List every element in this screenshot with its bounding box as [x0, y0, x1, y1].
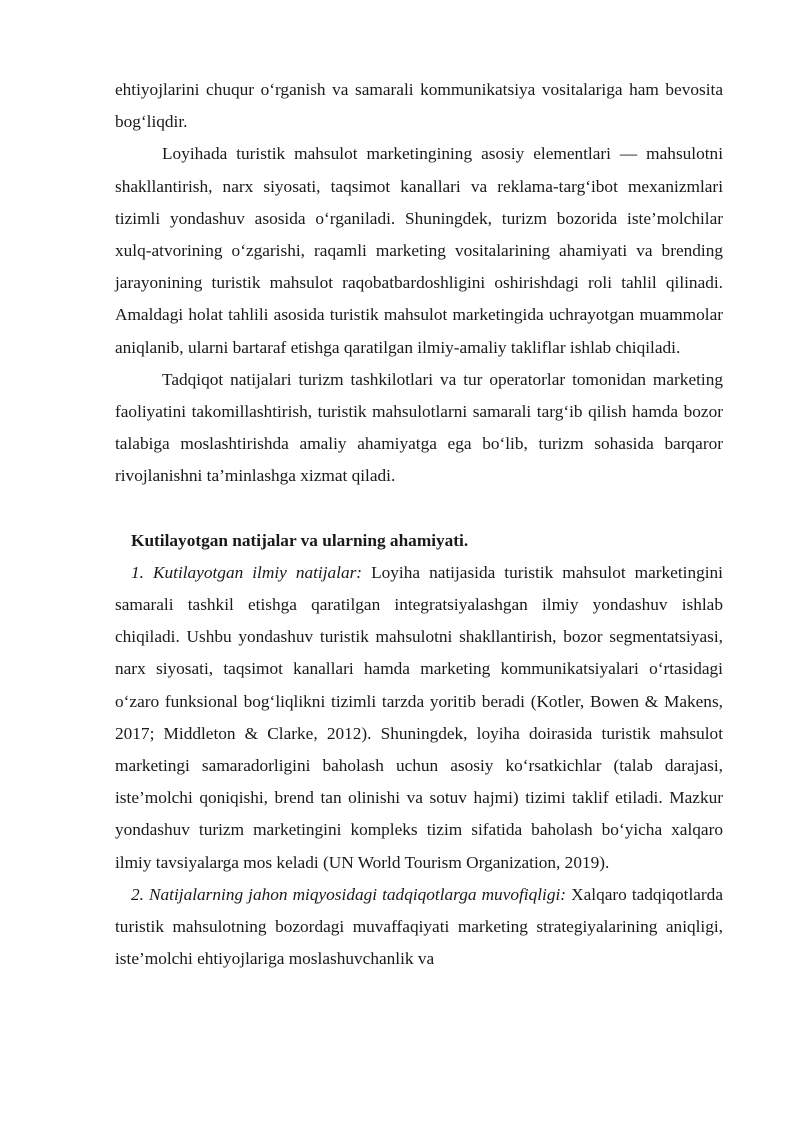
document-page	[115, 74, 723, 975]
list-item-lead: 2. Natijalarning jahon miqyosidagi tadqiqotlarga muvofiqligi:	[131, 884, 567, 904]
list-item-text: Loyiha natijasida turistik mahsulot marketingini samarali tashkil etishga qaratilgan integratsiyalashgan ilmiy yondashuv ishlab chiqiladi. Ushbu yondashuv turistik mahsulotni shakllantirish, bozor segmentatsiyasi, narx siyosati, taqsimot kanallari hamda marketing kommunikatsiyalari o‘rtasidagi o‘zaro funksional bog‘liqlikni tizimli tarzda yoritib beradi (Kotler, Bowen & Makens, 2017; Middleton & Clarke, 2012). Shuningdek, loyiha doirasida turistik mahsulot marketingi samaradorligini baholash uchun asosiy ko‘rsatkichlar (talab darajasi, iste’molchi qoniqishi, brend tan olinishi va sotuv hajmi) tizimi taklif etiladi. Mazkur yondashuv turizm marketingini kompleks tizim sifatida baholash bo‘yicha xalqaro ilmiy tavsiyalarga mos keladi (UN World Tourism Organization, 2019).	[115, 562, 723, 872]
section-gap	[115, 493, 723, 525]
paragraph-project-elements: Loyihada turistik mahsulot marketingining asosiy elementlari — mahsulotni shakllantirish, narx siyosati, taqsimot kanallari va reklama-targ‘ibot mexanizmlari tizimli yondashuv asosida o‘rganiladi. Shuningdek, turizm bozorida iste’molchilar xulq-atvorining o‘zgarishi, raqamli marketing vositalarining ahamiyati va brending jarayonining turistik mahsulot raqobatbardoshligini oshirishdagi roli tahlil qilinadi. Amaldagi holat tahlili asosida turistik mahsulot marketingida uchrayotgan muammolar aniqlanib, ularni bartaraf etishga qaratilgan ilmiy-amaliy takliflar ishlab chiqiladi.	[115, 144, 723, 357]
list-item-scientific-results	[115, 557, 723, 879]
list-item-lead: 1. Kutilayotgan ilmiy natijalar:	[131, 562, 363, 582]
paragraph-research-results: Tadqiqot natijalari turizm tashkilotlari va tur operatorlar tomonidan marketing faoliyatini takomillashtirish, turistik mahsulotlarni samarali targ‘ib qilish hamda bozor talabiga moslashtirishda amaliy ahamiyatga ega bo‘lib, turizm sohasida barqaror rivojlanishni ta’minlashga xizmat qiladi.	[115, 369, 723, 486]
list-item-text: Xalqaro tadqiqotlarda turistik mahsulotning bozordagi muvaffaqiyati marketing strategiyalarining aniqligi, iste’molchi ehtiyojlariga moslashuvchanlik va	[115, 884, 723, 969]
list-item-global-alignment	[115, 879, 723, 976]
section-heading: Kutilayotgan natijalar va ularning ahamiyati.	[131, 530, 469, 550]
paragraph-continuation: ehtiyojlarini chuqur o‘rganish va samarali kommunikatsiya vositalariga ham bevosita bog‘liqdir.	[115, 80, 723, 132]
